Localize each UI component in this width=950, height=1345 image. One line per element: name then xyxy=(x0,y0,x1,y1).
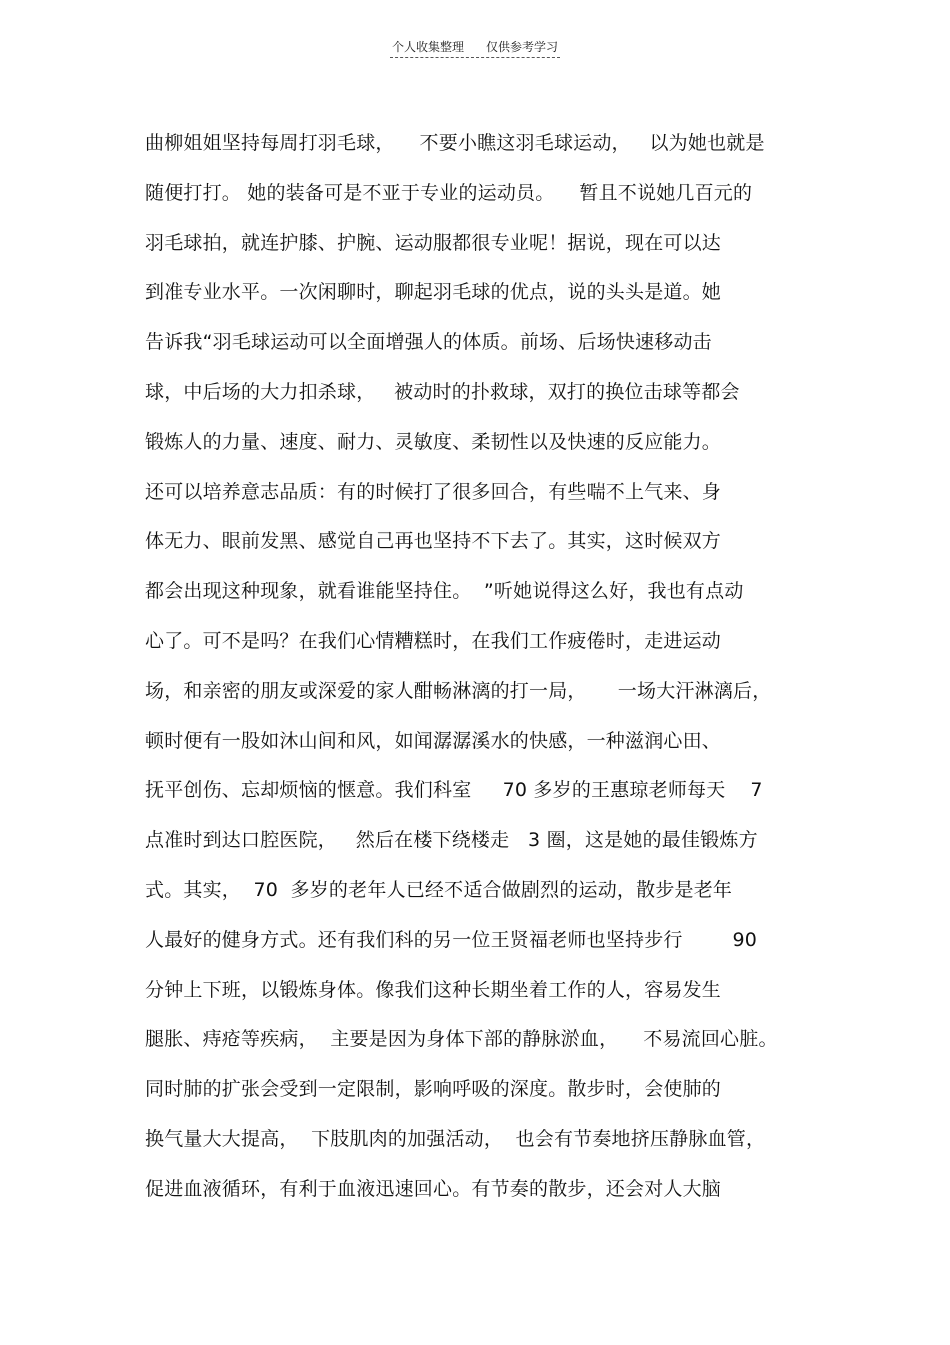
page-header xyxy=(0,38,950,58)
text-line: 场，和亲密的朋友或深爱的家人酣畅淋漓的打一局， 一场大汗淋漓后， xyxy=(145,679,772,702)
text-line: 促进血液循环，有利于血液迅速回心。有节奏的散步，还会对人大脑 xyxy=(145,1177,722,1200)
text-line: 随便打打。 她的装备可是不亚于专业的运动员。 暂且不说她几百元的 xyxy=(145,181,753,204)
text-line: 换气量大大提高， 下肢肌肉的加强活动， 也会有节奏地挤压静脉血管， xyxy=(145,1127,766,1150)
text-line: 式。其实， 70 多岁的老年人已经不适合做剧烈的运动，散步是老年 xyxy=(145,878,733,901)
header-left-text: 个人收集整理 xyxy=(391,40,464,54)
text-line: 到准专业水平。一次闲聊时，聊起羽毛球的优点，说的头头是道。她 xyxy=(145,281,722,304)
text-line: 体无力、眼前发黑、感觉自己再也坚持不下去了。其实，这时候双方 xyxy=(145,530,722,553)
text-line: 告诉我“羽毛球运动可以全面增强人的体质。前场、后场快速移动击 xyxy=(145,331,712,354)
text-line: 腿胀、痔疮等疾病， 主要是因为身体下部的静脉淤血， 不易流回心脏。 xyxy=(145,1028,778,1051)
text-line: 抚平创伤、忘却烦恼的惬意。我们科室 70 多岁的王惠琼老师每天 7 xyxy=(145,779,763,802)
text-line: 顿时便有一股如沐山间和风，如闻潺潺溪水的快感，一种滋润心田、 xyxy=(145,729,722,752)
text-line: 人最好的健身方式。还有我们科的另一位王贤福老师也坚持步行 90 xyxy=(145,928,758,951)
header-underline xyxy=(390,38,560,58)
body-text xyxy=(145,125,810,1221)
text-line: 曲柳姐姐坚持每周打羽毛球， 不要小瞧这羽毛球运动， 以为她也就是 xyxy=(145,132,765,154)
text-line: 心了。可不是吗？在我们心情糟糕时，在我们工作疲倦时，走进运动 xyxy=(145,629,722,652)
text-line: 球，中后场的大力扣杀球， 被动时的扑救球，双打的换位击球等都会 xyxy=(145,380,740,403)
text-line: 分钟上下班，以锻炼身体。像我们这种长期坐着工作的人，容易发生 xyxy=(145,978,722,1001)
text-line: 都会出现这种现象，就看谁能坚持住。 ”听她说得这么好，我也有点动 xyxy=(145,580,744,603)
header-right-text: 仅供参考学习 xyxy=(486,40,559,54)
text-line: 点准时到达口腔医院， 然后在楼下绕楼走 3 圈，这是她的最佳锻炼方 xyxy=(145,829,758,852)
text-line: 锻炼人的力量、速度、耐力、灵敏度、柔韧性以及快速的反应能力。 xyxy=(145,430,722,453)
text-line: 同时肺的扩张会受到一定限制，影响呼吸的深度。散步时，会使肺的 xyxy=(145,1078,722,1101)
text-line: 羽毛球拍，就连护膝、护腕、运动服都很专业呢！据说，现在可以达 xyxy=(145,231,722,254)
text-line: 还可以培养意志品质：有的时候打了很多回合，有些喘不上气来、身 xyxy=(145,480,722,503)
